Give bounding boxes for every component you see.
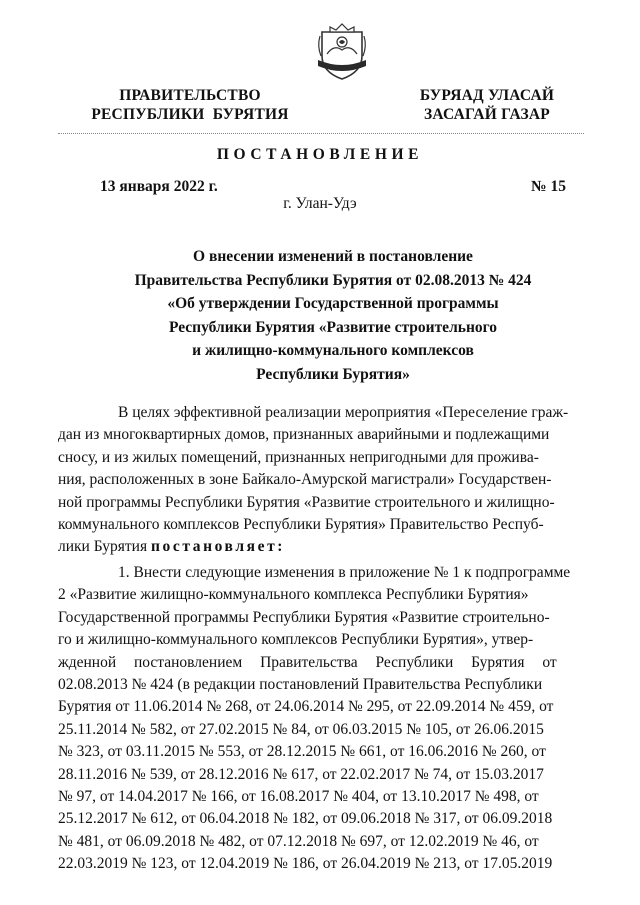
title-line: Республики Бурятия «Развитие строительного — [168, 318, 498, 336]
title-line: «Об утверждении Государственной программы — [167, 295, 499, 313]
government-name-bua-line1: БУРЯАД УЛАСАЙ — [419, 87, 555, 104]
text-line: № 323, от 03.11.2015 № 553, от 28.12.2015 № 661, от 16.06.2016 № 260, от — [58, 743, 546, 761]
text-line: жденной постановлением Правительства Республики Бурятия от — [58, 653, 557, 671]
text-line: Государственной программы Республики Бурятия «Развитие строительно- — [58, 608, 550, 626]
government-name-ru-line2: РЕСПУБЛИКИ БУРЯТИЯ — [91, 106, 289, 123]
text-line: сносу, и из жилых помещений, признанных непригодными для прожива- — [58, 448, 539, 466]
title-line: О внесении изменений в постановление — [193, 248, 473, 265]
text-line: ния, расположенных в зоне Байкало-Амурской магистрали» Государствен- — [58, 471, 552, 489]
document-date: 13 января 2022 г. — [100, 178, 218, 195]
header-divider — [58, 133, 584, 134]
title-line: Правительства Республики Бурятия от 02.08.2013 № 424 — [134, 271, 532, 289]
text-fragment: лики Бурятия — [58, 538, 148, 556]
text-line: дан из многоквартирных домов, признанных аварийными и подлежащими — [58, 426, 550, 444]
document-type: ПОСТАНОВЛЕНИЕ — [216, 146, 424, 163]
text-line: 22.03.2019 № 123, от 12.04.2019 № 186, от 26.04.2019 № 213, от 17.05.2019 — [58, 855, 553, 873]
text-line: № 97, от 14.04.2017 № 166, от 16.08.2017 № 404, от 13.10.2017 № 498, от — [58, 788, 539, 806]
text-line: ной программы Республики Бурятия «Развитие строительного и жилищно- — [58, 493, 555, 511]
document-title — [100, 245, 566, 387]
government-name-bua — [394, 86, 580, 124]
title-line: Республики Бурятия» — [256, 365, 410, 383]
paragraph-preamble — [58, 402, 578, 559]
government-name-ru-line1: ПРАВИТЕЛЬСТВО — [119, 87, 261, 104]
document-city: г. Улан-Удэ — [283, 195, 357, 212]
document-number: № 15 — [531, 178, 566, 195]
coat-of-arms-icon — [316, 22, 368, 82]
text-line: Бурятия от 11.06.2014 № 268, от 24.06.2014 № 295, от 22.09.2014 № 459, от — [58, 698, 554, 716]
text-line — [58, 536, 578, 558]
text-line: коммунального комплексов Республики Бурятия» Правительство Респуб- — [58, 516, 544, 534]
text-line: го и жилищно-коммунального комплексов Республики Бурятия», утвер- — [58, 631, 534, 649]
paragraph-item-1 — [58, 562, 578, 876]
text-line: 02.08.2013 № 424 (в редакции постановлений Правительства Республики — [58, 676, 543, 694]
text-line: 2 «Развитие жилищно-коммунального комплекса Республики Бурятия» — [58, 586, 529, 604]
text-line: № 481, от 06.09.2018 № 482, от 07.12.2018 № 697, от 12.02.2019 № 46, от — [58, 832, 539, 850]
text-line: 25.12.2017 № 612, от 06.04.2018 № 182, от 09.06.2018 № 317, от 06.09.2018 — [58, 810, 553, 828]
decree-word: постановляет: — [150, 538, 286, 556]
text-line: 25.11.2014 № 582, от 27.02.2015 № 84, от 06.03.2015 № 105, от 26.06.2015 — [58, 720, 544, 738]
government-name-ru — [90, 86, 290, 124]
text-line: 28.11.2016 № 539, от 28.12.2016 № 617, от 22.02.2017 № 74, от 15.03.2017 — [58, 765, 544, 783]
government-name-bua-line2: ЗАСАГАЙ ГАЗАР — [424, 106, 550, 123]
text-line: 1. Внести следующие изменения в приложение № 1 к подпрограмме — [118, 564, 571, 581]
title-line: и жилищно-коммунального комплексов — [192, 342, 474, 360]
text-line: В целях эффективной реализации мероприятия «Переселение граж- — [118, 404, 569, 421]
